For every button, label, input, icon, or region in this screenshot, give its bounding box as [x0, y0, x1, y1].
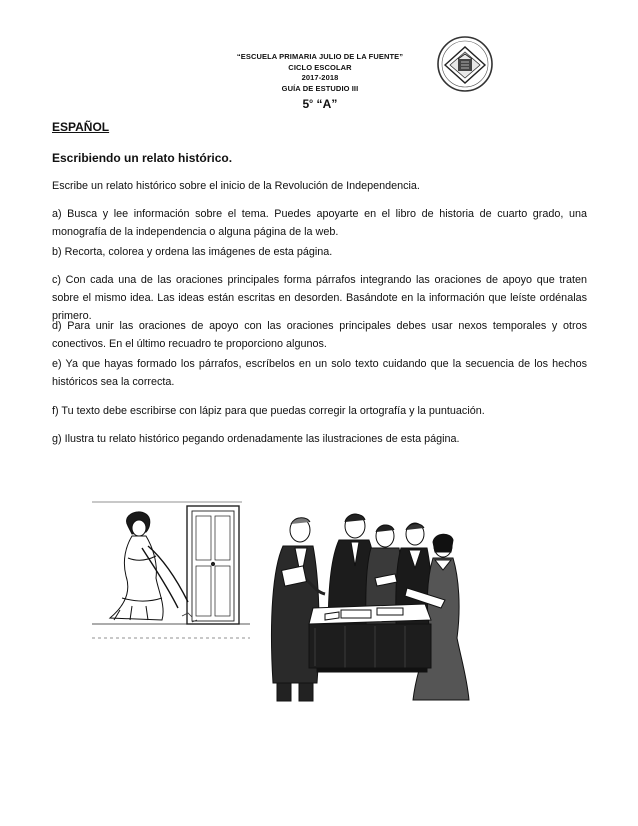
- group-letter: “A”: [316, 97, 338, 111]
- grade-group: [200, 95, 440, 111]
- school-seal-icon: [436, 35, 494, 93]
- grade-number: 5: [302, 97, 310, 111]
- instruction-intro: Escribe un relato histórico sobre el inicio de la Revolución de Independencia.: [52, 180, 420, 192]
- instruction-f: f) Tu texto debe escribirse con lápiz para que puedas corregir la ortografía y la puntuación.: [52, 405, 485, 417]
- instruction-e: e) Ya que hayas formado los párrafos, escríbelos en un solo texto cuidando que la secuencia de los hechos históricos sea la correcta.: [52, 358, 587, 388]
- school-cycle: CICLO ESCOLAR: [288, 62, 352, 72]
- section-title: Escribiendo un relato histórico.: [52, 151, 233, 165]
- conspirators-meeting-illustration: [255, 508, 470, 704]
- guide-title: GUÍA DE ESTUDIO III: [281, 83, 359, 93]
- school-year: 2017-2018: [301, 73, 339, 82]
- instruction-g: g) Ilustra tu relato histórico pegando ordenadamente las ilustraciones de esta página.: [52, 433, 460, 445]
- grade-suffix: o: [309, 99, 314, 105]
- instruction-c: c) Con cada una de las oraciones principales forma párrafos integrando las oraciones de apoyo que traten sobre el mismo idea. Las ideas están escritas en desorden. Basándote en la información que leíste ordénalas primero.: [52, 274, 587, 322]
- instruction-a: a) Busca y lee información sobre el tema. Puedes apoyarte en el libro de historia de cuarto grado, una monografía de la independencia o alguna página de la web.: [52, 208, 587, 238]
- woman-kneeling-by-door-illustration: [92, 498, 252, 646]
- instruction-b: b) Recorta, colorea y ordena las imágenes de esta página.: [52, 246, 333, 258]
- school-header: [200, 52, 440, 111]
- instruction-d: d) Para unir las oraciones de apoyo con las oraciones principales debes usar nexos temporales y otros conectivos. En el último recuadro te proporciono algunos.: [52, 320, 587, 350]
- subject-heading: ESPAÑOL: [52, 120, 110, 134]
- school-name: “ESCUELA PRIMARIA JULIO DE LA FUENTE”: [236, 52, 404, 61]
